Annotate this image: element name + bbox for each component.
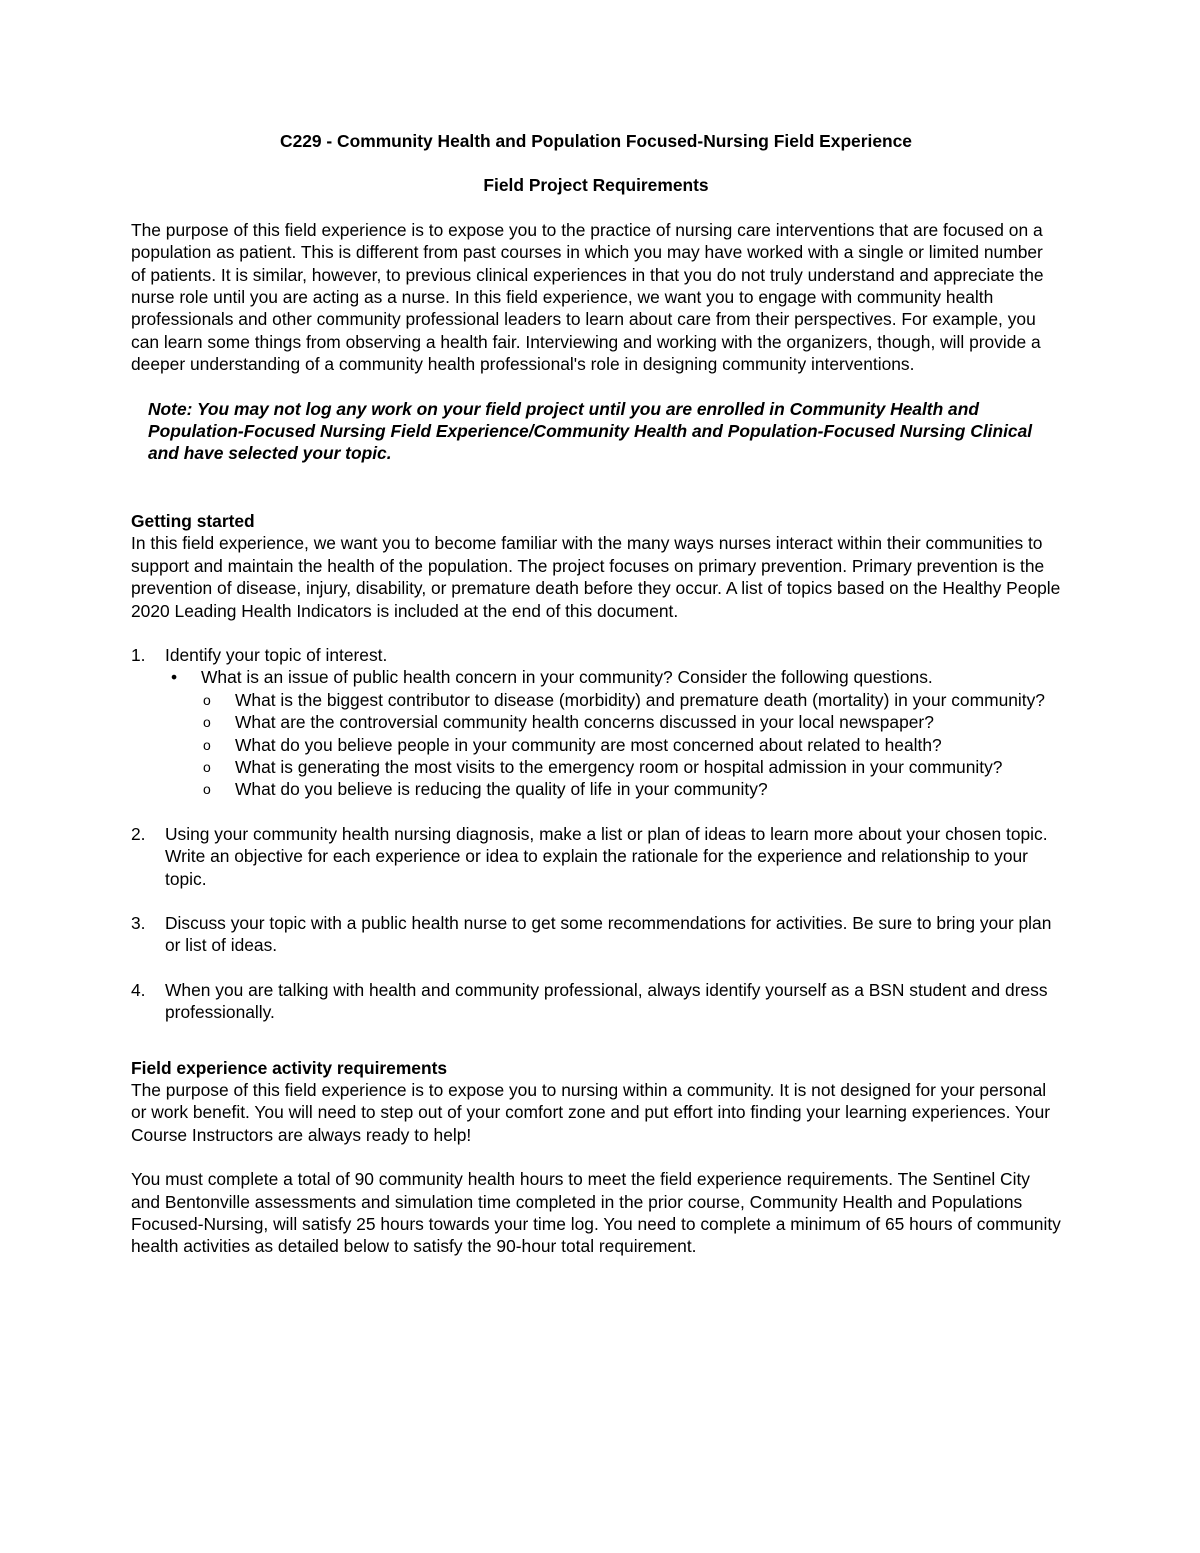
paragraph-spacer	[131, 1146, 1061, 1168]
field-activity-paragraph-2: You must complete a total of 90 community health hours to meet the field experience requirements. The Sentinel City and Bentonville assessments and simulation time completed in the prior course, Community Health and Populations Focused-Nursing, will satisfy 25 hours towards your time log. You need to complete a minimum of 65 hours of community health activities as detailed below to satisfy the 90-hour total requirement.	[131, 1169, 1061, 1257]
sub-bullet-item	[201, 756, 1061, 778]
sub-bullet-item	[201, 778, 1061, 800]
bullet-text: What is an issue of public health concern in your community? Consider the following questions.	[201, 667, 933, 688]
step-number: 2.	[131, 823, 146, 844]
sub-bullet-text: What is generating the most visits to the emergency room or hospital admission in your community?	[235, 756, 1003, 777]
bullet-icon: •	[171, 667, 178, 688]
field-activity-heading: Field experience activity requirements	[131, 1057, 448, 1078]
sub-bullet-text: What are the controversial community health concerns discussed in your local newspaper?	[235, 712, 934, 733]
sub-bullet-text: What do you believe people in your community are most concerned about related to health?	[235, 734, 942, 755]
bullet-item	[165, 666, 1061, 800]
sub-bullet-item	[201, 734, 1061, 756]
sub-bullet-item	[201, 689, 1061, 711]
step-number: 4.	[131, 979, 146, 1000]
circle-bullet-icon: o	[203, 781, 211, 798]
sub-bullet-text: What do you believe is reducing the quality of life in your community?	[235, 779, 768, 800]
field-activity-paragraph-1: The purpose of this field experience is to expose you to nursing within a community. It is not designed for your personal or work benefit. You will need to step out of your comfort zone and put effort into finding your learning experiences. Your Course Instructors are always ready to help!	[131, 1080, 1051, 1145]
step-text: Discuss your topic with a public health nurse to get some recommendations for activities. Be sure to bring your plan or list of ideas.	[165, 912, 1052, 956]
step-bullets	[165, 666, 1061, 800]
step-text: Identify your topic of interest.	[165, 644, 388, 665]
sub-bullets	[201, 689, 1061, 801]
circle-bullet-icon: o	[203, 736, 211, 753]
intro-paragraph: The purpose of this field experience is to expose you to the practice of nursing care interventions that are focused on a population as patient. This is different from past courses in which you may have worked with a single or limited number of patients. It is similar, however, to previous clinical experiences in that you do not truly understand and appreciate the nurse role until you are acting as a nurse. In this field experience, we want you to engage with community health professionals and other community professional leaders to learn about care from their perspectives. For example, you can learn some things from observing a health fair. Interviewing and working with the organizers, though, will provide a deeper understanding of a community health professional's role in designing community interventions.	[131, 219, 1044, 375]
step-item	[131, 644, 1061, 801]
getting-started-heading: Getting started	[131, 510, 255, 531]
sub-bullet-text: What is the biggest contributor to disease (morbidity) and premature death (mortality) in your community?	[235, 689, 1045, 710]
enrollment-note: Note: You may not log any work on your field project until you are enrolled in Community Health and Population-Focused Nursing Field Experience/Community Health and Population-Focused Nursing Clinical and have selected your topic.	[148, 398, 1033, 464]
document-subtitle: Field Project Requirements	[483, 175, 709, 196]
document-page	[131, 130, 1061, 1258]
step-text: Using your community health nursing diagnosis, make a list or plan of ideas to learn more about your chosen topic. Write an objective for each experience or idea to explain the rationale for the experience and relationship to your topic.	[165, 823, 1048, 889]
step-item	[131, 979, 1061, 1024]
circle-bullet-icon: o	[203, 714, 211, 731]
step-text: When you are talking with health and community professional, always identify yourself as a BSN student and dress professionally.	[165, 979, 1048, 1023]
circle-bullet-icon: o	[203, 758, 211, 775]
steps-list	[131, 644, 1061, 1024]
step-number: 3.	[131, 912, 146, 933]
step-number: 1.	[131, 644, 146, 665]
step-item	[131, 823, 1061, 890]
circle-bullet-icon: o	[203, 691, 211, 708]
sub-bullet-item	[201, 711, 1061, 733]
getting-started-paragraph: In this field experience, we want you to become familiar with the many ways nurses interact within their communities to support and maintain the health of the population. The project focuses on primary prevention. Primary prevention is the prevention of disease, injury, disability, or premature death before they occur. A list of topics based on the Healthy People 2020 Leading Health Indicators is included at the end of this document.	[131, 533, 1061, 621]
document-title: C229 - Community Health and Population Focused-Nursing Field Experience	[280, 131, 912, 151]
step-item	[131, 912, 1061, 957]
